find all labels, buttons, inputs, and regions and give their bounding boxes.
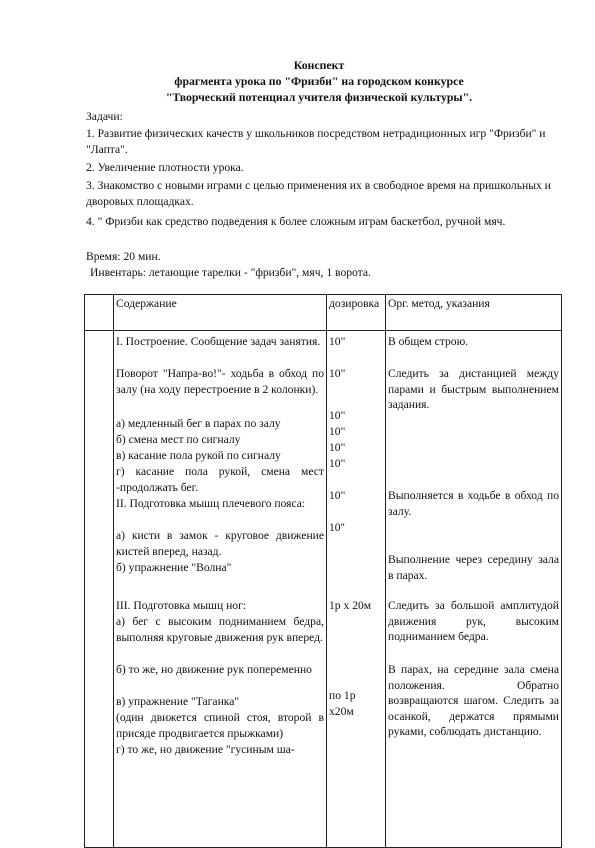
doc-contest-name: "Творческий потенциал учителя физической культуры". — [165, 90, 473, 104]
dosage-cell — [327, 331, 386, 848]
time-line: Время: 20 мин. — [86, 250, 161, 263]
content-line: а) кисти в замок - круговое движение кистей вперед, назад. — [116, 529, 324, 558]
header-blank-cell — [85, 295, 114, 331]
method-note: Следить за дистанцией между парами и быстрым выполнением задания. — [388, 367, 559, 411]
content-line: III. Подготовка мышц ног: — [116, 599, 247, 612]
method-note: Выполнение через середину зала в парах. — [388, 553, 559, 582]
header-method: Орг. метод, указания — [386, 295, 562, 331]
content-cell — [114, 331, 327, 848]
doc-subtitle: фрагмента урока по "Фризби" на городском конкурсе — [174, 74, 464, 88]
method-note: В общем строю. — [388, 335, 469, 348]
content-line: в) касание пола рукой по сигналу — [116, 449, 281, 462]
dosage-value: 10" — [329, 441, 346, 454]
method-cell — [386, 331, 562, 848]
method-note: Следить за большой амплитудой движения рук, высоким подниманием бедра. — [388, 599, 559, 643]
content-line: б) то же, но движение рук попеременно — [116, 663, 312, 676]
content-line: II. Подготовка мышц плечевого пояса: — [116, 497, 306, 510]
tasks-heading: Задачи: — [86, 110, 123, 123]
doc-title: Конспект — [293, 58, 345, 72]
task-item-4: 4. " Фризби как средство подведения к более сложным играм баскетбол, ручной мяч. — [86, 215, 506, 228]
dosage-value: 10" — [329, 457, 346, 470]
row-blank-cell — [85, 331, 114, 848]
dosage-value: 1р х 20м — [329, 599, 372, 612]
task-item-3: 3. Знакомство с новыми играми с целью применения их в свободное время на пришкольных и дворовых площадках. — [86, 179, 551, 208]
header-content: Содержание — [114, 295, 327, 331]
content-line: б) упражнение "Волна" — [116, 561, 232, 574]
dosage-value: 10" — [329, 425, 346, 438]
table-row — [85, 331, 562, 848]
content-line: г) касание пола рукой, смена мест -продолжать бег. — [116, 465, 324, 494]
method-note: Выполняется в ходьбе в обход по залу. — [388, 489, 559, 518]
content-line: б) смена мест по сигналу — [116, 433, 241, 446]
content-line: а) медленный бег в парах по залу — [116, 417, 281, 430]
dosage-value: 10" — [329, 335, 346, 348]
dosage-value: 10" — [329, 409, 346, 422]
content-line: I. Построение. Сообщение задач занятия. — [116, 335, 321, 348]
dosage-value: 10" — [329, 489, 346, 502]
header-dosage: дозировка — [327, 295, 386, 331]
dosage-value: по 1р х20м — [329, 689, 356, 718]
content-line: (один движется спиной стоя, второй в присяде продвигается прыжками) — [116, 711, 324, 740]
content-line: а) бег с высоким подниманием бедра, выполняя круговые движения рук вперед. — [116, 615, 324, 644]
dosage-value: 10" — [329, 367, 346, 380]
lesson-table — [84, 294, 562, 848]
task-item-1: 1. Развитие физических качеств у школьников посредством нетрадиционных игр "Фризби" и "Лапта". — [86, 127, 546, 156]
inventory-line: Инвентарь: летающие тарелки - "фризби", мяч, 1 ворота. — [90, 266, 371, 279]
task-item-2: 2. Увеличение плотности урока. — [86, 161, 244, 174]
content-line: г) то же, но движение "гусиным ша- — [116, 743, 295, 756]
content-line: в) упражнение "Таганка" — [116, 695, 240, 708]
dosage-value: 10'' — [329, 521, 345, 534]
method-note: В парах, на середине зала смена положения. Обратно возвращаются шагом. Следить за осанкой, держатся прямыми руками, соблюдать дистанцию. — [388, 663, 559, 738]
table-header-row — [85, 295, 562, 331]
content-line: Поворот "Напра-во!"- ходьба в обход по залу (на ходу перестроение в 2 колонки). — [116, 367, 324, 396]
